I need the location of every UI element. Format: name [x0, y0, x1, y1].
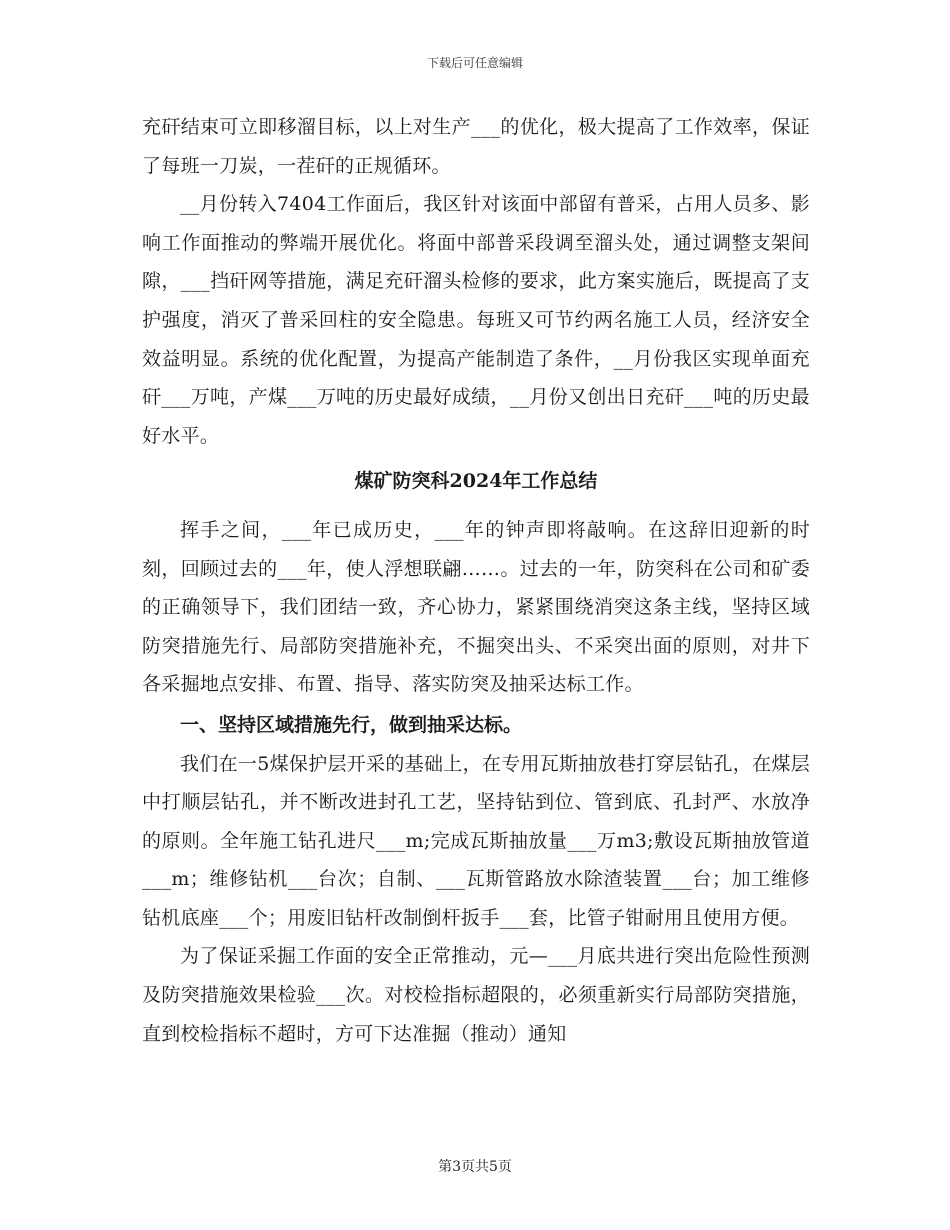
page-header: 下载后可任意编辑	[426, 56, 523, 70]
section-heading: 一、坚持区域措施先行，做到抽采达标。	[180, 713, 523, 736]
document-body	[142, 108, 810, 1053]
paragraph: 为了保证采掘工作面的安全正常推动，元—___月底共进行突出危险性预测及防突措施效果检验___次。对校检指标超限的，必须重新实行局部防突措施，直到校检指标不超时，方可下达准掘（推动）通知	[142, 945, 810, 1045]
document-title: 煤矿防突科2024年工作总结	[354, 470, 598, 493]
paragraph: 挥手之间，___年已成历史，___年的钟声即将敲响。在这辞旧迎新的时刻，回顾过去的___年，使人浮想联翩……。过去的一年，防突科在公司和矿委的正确领导下，我们团结一致，齐心协力，紧紧围绕消突这条主线，坚持区域防突措施先行、局部防突措施补充，不掘突出头、不采突出面的原则，对井下各采掘地点安排、布置、指导、落实防突及抽采达标工作。	[142, 518, 810, 696]
paragraph: 我们在一5煤保护层开采的基础上，在专用瓦斯抽放巷打穿层钻孔，在煤层中打顺层钻孔，并不断改进封孔工艺，坚持钻到位、管到底、孔封严、水放净的原则。全年施工钻孔进尺___m;完成瓦斯抽放量___万m3;敷设瓦斯抽放管道___m；维修钻机___台次；自制、___瓦斯管路放水除渣装置___台；加工维修钻机底座___个；用废旧钻杆改制倒杆扳手___套，比管子钳耐用且使用方便。	[142, 752, 810, 929]
paragraph: __月份转入7404工作面后，我区针对该面中部留有普采，占用人员多、影响工作面推动的弊端开展优化。将面中部普采段调至溜头处，通过调整支架间隙，___挡矸网等措施，满足充矸溜头检修的要求，此方案实施后，既提高了支护强度，消灭了普采回柱的安全隐患。每班又可节约两名施工人员，经济安全效益明显。系统的优化配置，为提高产能制造了条件，__月份我区实现单面充矸___万吨，产煤___万吨的历史最好成绩，__月份又创出日充矸___吨的历史最好水平。	[142, 193, 810, 447]
page-number: 第3页共5页	[438, 1159, 512, 1175]
paragraph-continued: 充矸结束可立即移溜目标，以上对生产___的优化，极大提高了工作效率，保证了每班一刀炭，一茬矸的正规循环。	[142, 116, 810, 177]
